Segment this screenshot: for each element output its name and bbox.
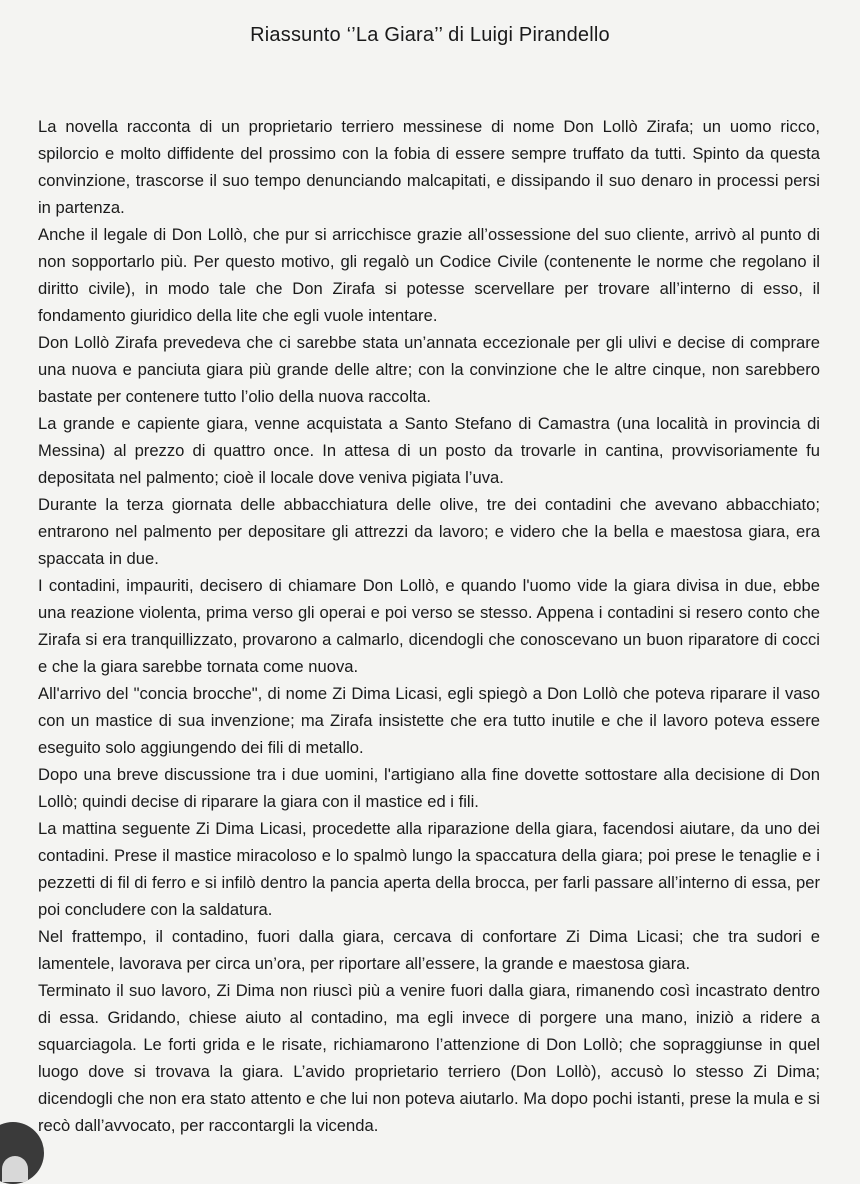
- paragraph: I contadini, impauriti, decisero di chiamare Don Lollò, e quando l'uomo vide la giara divisa in due, ebbe una reazione violenta, prima verso gli operai e poi verso se stesso. Appena i contadini si resero conto che Zirafa si era tranquillizzato, provarono a calmarlo, dicendogli che conoscevano un buon riparatore di cocci e che la giara sarebbe tornata come nuova.: [38, 576, 820, 676]
- paragraph: Terminato il suo lavoro, Zi Dima non riuscì più a venire fuori dalla giara, rimanendo così incastrato dentro di essa. Gridando, chiese aiuto al contadino, ma egli invece di porgere una mano, iniziò a ridere a squarciagola. Le forti grida e le risate, richiamarono l’attenzione di Don Lollò; che sopraggiunse in quel luogo dove si trovava la giara. L’avido proprietario terriero (Don Lollò), accusò lo stesso Zi Dima; dicendogli che non era stato attento e che lui non poteva aiutarlo. Ma dopo pochi istanti, prese la mula e si recò dall’avvocato, per raccontargli la vicenda.: [38, 981, 820, 1135]
- paragraph: All'arrivo del "concia brocche", di nome Zi Dima Licasi, egli spiegò a Don Lollò che poteva riparare il vaso con un mastice di sua invenzione; ma Zirafa insistette che era tutto inutile e che il lavoro poteva essere eseguito solo aggiungendo dei fili di metallo.: [38, 684, 820, 757]
- paragraph: Nel frattempo, il contadino, fuori dalla giara, cercava di confortare Zi Dima Licasi; che tra sudori e lamentele, lavorava per circa un’ora, per riportare all’essere, la grande e maestosa giara.: [38, 927, 820, 973]
- paragraph: La mattina seguente Zi Dima Licasi, procedette alla riparazione della giara, facendosi aiutare, da uno dei contadini. Prese il mastice miracoloso e lo spalmò lungo la spaccatura della giara; poi prese le tenaglie e i pezzetti di fil di ferro e si infilò dentro la pancia aperta della brocca, per farli passare all’interno di essa, per poi concludere con la saldatura.: [38, 819, 820, 919]
- document-body: [38, 113, 820, 1139]
- paragraph: Dopo una breve discussione tra i due uomini, l'artigiano alla fine dovette sottostare alla decisione di Don Lollò; quindi decise di riparare la giara con il mastice ed i fili.: [38, 765, 820, 811]
- paragraph: La grande e capiente giara, venne acquistata a Santo Stefano di Camastra (una località in provincia di Messina) al prezzo di quattro once. In attesa di un posto da trovarle in cantina, provvisoriamente fu depositata nel palmento; cioè il locale dove veniva pigiata l’uva.: [38, 414, 820, 487]
- paragraph: La novella racconta di un proprietario terriero messinese di nome Don Lollò Zirafa; un uomo ricco, spilorcio e molto diffidente del prossimo con la fobia di essere sempre truffato da tutti. Spinto da questa convinzione, trascorse il suo tempo denunciando malcapitati, e dissipando il suo denaro in processi persi in partenza.: [38, 117, 820, 217]
- paragraph: Don Lollò Zirafa prevedeva che ci sarebbe stata un’annata eccezionale per gli ulivi e decise di comprare una nuova e panciuta giara più grande delle altre; con la convinzione che le altre cinque, non sarebbero bastate per contenere tutto l’olio della nuova raccolta.: [38, 333, 820, 406]
- page-title: Riassunto ‘’La Giara’’ di Luigi Pirandello: [250, 24, 610, 46]
- paragraph: Anche il legale di Don Lollò, che pur si arricchisce grazie all’ossessione del suo cliente, arrivò al punto di non sopportarlo più. Per questo motivo, gli regalò un Codice Civile (contenente le norme che regolano il diritto civile), in modo tale che Don Zirafa si potesse scervellare per trovare all’interno di esso, il fondamento giuridico della lite che egli vuole intentare.: [38, 225, 820, 325]
- paragraph: Durante la terza giornata delle abbacchiatura delle olive, tre dei contadini che avevano abbacchiato; entrarono nel palmento per depositare gli attrezzi da lavoro; e videro che la bella e maestosa giara, era spaccata in due.: [38, 495, 820, 568]
